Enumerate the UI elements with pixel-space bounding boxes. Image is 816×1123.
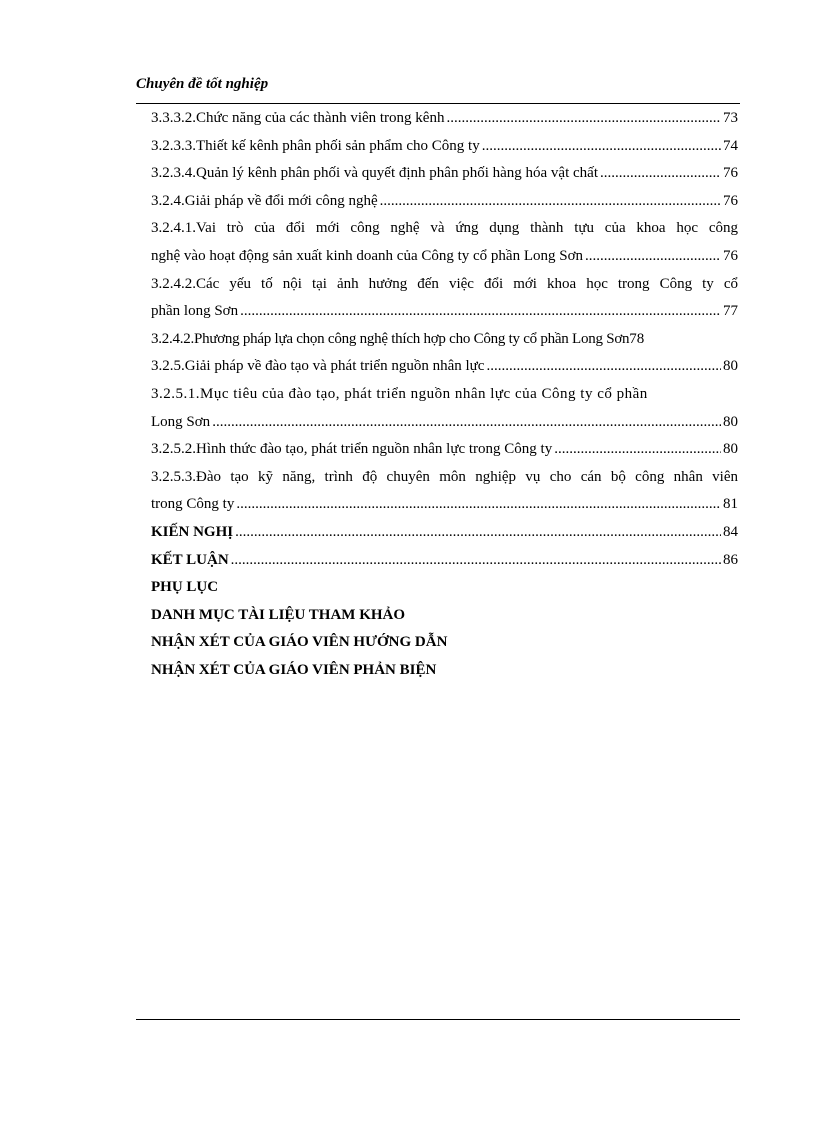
footer-rule xyxy=(136,1019,740,1020)
dot-leader xyxy=(380,188,721,216)
toc-entry xyxy=(151,160,738,188)
toc-entry-title: 3.2.5.2.Hình thức đào tạo, phát triển nguồn nhân lực trong Công ty xyxy=(151,441,553,458)
dot-leader xyxy=(482,133,721,161)
toc-page-number: 76 xyxy=(723,192,738,209)
toc-page-number: 77 xyxy=(723,303,738,320)
toc-entry xyxy=(151,188,738,216)
toc-entry-title: 3.3.3.2.Chức năng của các thành viên trong kênh xyxy=(151,110,445,126)
toc-page-number: 76 xyxy=(723,165,738,182)
toc-entry-title: 3.2.4.2.Phương pháp lựa chọn công nghệ thích hợp cho Công ty cổ phần Long Sơn xyxy=(151,330,630,347)
toc-entry-title-line-1: 3.2.5.3.Đào tạo kỹ năng, trình độ chuyên môn nghiệp vụ cho cán bộ công nhân viên xyxy=(151,468,738,485)
toc-page-number: 80 xyxy=(723,441,738,458)
toc-entry-title: 3.2.3.3.Thiết kế kênh phân phối sản phẩm cho Công ty xyxy=(151,137,480,154)
toc-entry xyxy=(151,326,738,354)
toc-entry-title-line-2: nghệ vào hoạt động sản xuất kinh doanh của Công ty cổ phần Long Sơn xyxy=(151,247,584,264)
toc-entry-title: 3.2.5.Giải pháp về đào tạo và phát triển nguồn nhân lực xyxy=(151,358,485,375)
dot-leader xyxy=(486,353,721,381)
dot-leader xyxy=(240,298,721,326)
dot-leader xyxy=(554,436,721,464)
toc-entry-title-line-1: 3.2.4.2.Các yếu tố nội tại ảnh hưởng đến việc đổi mới khoa học trong Công ty cổ xyxy=(151,275,738,292)
toc-entry-title-line-1: 3.2.5.1.Mục tiêu của đào tạo, phát triển nguồn nhân lực của Công ty cổ phần xyxy=(151,385,648,402)
dot-leader xyxy=(235,519,721,547)
toc-entry xyxy=(151,243,738,271)
table-of-contents xyxy=(151,105,738,684)
toc-entry-title-line-2: trong Công ty xyxy=(151,496,235,513)
toc-page-number: 80 xyxy=(723,413,738,430)
toc-entry xyxy=(151,491,738,519)
dot-leader xyxy=(585,243,721,271)
toc-entry-title: DANH MỤC TÀI LIỆU THAM KHẢO xyxy=(151,606,406,623)
toc-entry xyxy=(151,105,738,133)
toc-entry xyxy=(151,519,738,547)
toc-entry-title: NHẬN XÉT CỦA GIÁO VIÊN HƯỚNG DẪN xyxy=(151,634,448,651)
toc-page-number: 84 xyxy=(723,523,738,540)
toc-page-number: 86 xyxy=(723,551,738,568)
dot-leader xyxy=(212,409,721,437)
toc-page-number: 74 xyxy=(723,137,738,154)
toc-page-number: 73 xyxy=(723,110,738,126)
dot-leader xyxy=(231,547,721,575)
toc-entry-title: 3.2.3.4.Quản lý kênh phân phối và quyết định phân phối hàng hóa vật chất xyxy=(151,165,598,182)
toc-entry-title: NHẬN XÉT CỦA GIÁO VIÊN PHẢN BIỆN xyxy=(151,661,437,678)
toc-page-number: 81 xyxy=(723,496,738,513)
toc-page-number: 78 xyxy=(629,330,645,347)
dot-leader xyxy=(600,160,721,188)
dot-leader xyxy=(446,105,721,133)
toc-entry xyxy=(151,436,738,464)
header-rule xyxy=(136,103,740,104)
toc-entry-title-line-2: phần long Sơn xyxy=(151,303,239,320)
page-header-title: Chuyên đề tốt nghiệp xyxy=(136,76,269,92)
toc-page-number: 80 xyxy=(723,358,738,375)
toc-entry-title-line-1: 3.2.4.1.Vai trò của đổi mới công nghệ và ứng dụng thành tựu của khoa học công xyxy=(151,220,738,237)
toc-entry-title: PHỤ LỤC xyxy=(151,579,219,596)
toc-entry xyxy=(151,547,738,575)
toc-entry-title: KẾT LUẬN xyxy=(151,551,229,568)
toc-entry xyxy=(151,298,738,326)
toc-entry xyxy=(151,133,738,161)
toc-entry xyxy=(151,409,738,437)
dot-leader xyxy=(236,491,721,519)
toc-entry-title: KIẾN NGHỊ xyxy=(151,523,234,540)
toc-entry xyxy=(151,353,738,381)
toc-entry-title-line-2: Long Sơn xyxy=(151,413,211,430)
toc-entry-title: 3.2.4.Giải pháp về đổi mới công nghệ xyxy=(151,192,378,209)
toc-page-number: 76 xyxy=(723,247,738,264)
